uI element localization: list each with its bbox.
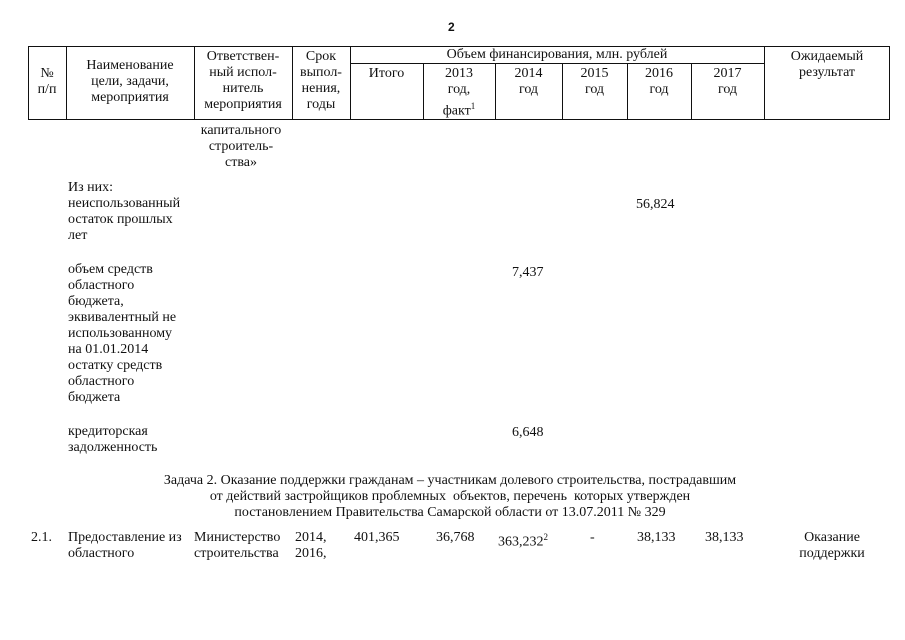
row-2-1-num: 2.1. xyxy=(31,530,52,545)
row-2-1-2017: 38,133 xyxy=(705,530,744,545)
col-2015-header: 2015 год xyxy=(580,66,609,97)
value-payables: 6,648 xyxy=(512,425,544,440)
col-num-header: № п/п xyxy=(37,66,57,97)
row-label-regional-funds: объем средств областного бюджета, эквивалентный не использованному на 01.01.2014 остатку средств областного бюджета xyxy=(68,262,177,405)
task-2-heading: Задача 2. Оказание поддержки гражданам – участникам долевого строительства, пострадавшим от действий застройщиков проблемных объектов, перечень которых утвержден постановлением Правительства Самарской области от 13.07.2011 № 329 xyxy=(163,473,737,520)
row-2-1-name: Предоставление из областного xyxy=(68,530,182,561)
table-header xyxy=(28,46,890,120)
row-2-1-2014-value: 363,232 xyxy=(498,534,544,550)
col-2013-text: 2013 год, факт xyxy=(442,66,473,119)
col-funding-header: Объем финансирования, млн. рублей xyxy=(446,47,668,62)
col-term-header: Срок выпол- нения, годы xyxy=(300,49,342,112)
row-2-1-responsible: Министерство строительства xyxy=(194,530,281,561)
row-2-1-2013: 36,768 xyxy=(436,530,475,545)
value-unused-balance: 56,824 xyxy=(636,197,675,212)
row-2-1-term: 2014, 2016, xyxy=(295,530,327,561)
row-2-1-result: Оказание поддержки xyxy=(799,530,865,561)
col-2017-header: 2017 год xyxy=(713,66,742,97)
footnote-2: 2 xyxy=(543,532,548,542)
row-label-unused-balance: Из них: неиспользованный остаток прошлых лет xyxy=(68,180,181,243)
row-2-1-2014 xyxy=(498,529,548,551)
col-2014-header: 2014 год xyxy=(514,66,543,97)
row-2-1-2015: - xyxy=(590,530,595,545)
row-label-payables: кредиторская задолженность xyxy=(68,424,158,455)
value-regional-funds: 7,437 xyxy=(512,265,544,280)
responsible-continuation: капитального строитель- ства» xyxy=(200,123,282,170)
page-number: 2 xyxy=(448,20,455,34)
footnote-1: 1 xyxy=(470,101,476,111)
col-name-header: Наименование цели, задачи, мероприятия xyxy=(86,58,174,105)
col-result-header: Ожидаемый результат xyxy=(790,49,864,80)
col-total-header: Итого xyxy=(368,66,405,81)
col-2016-header: 2016 год xyxy=(645,66,673,97)
col-2013-header xyxy=(423,66,495,120)
row-2-1-2016: 38,133 xyxy=(637,530,676,545)
row-2-1-total: 401,365 xyxy=(354,530,400,545)
col-responsible-header: Ответствен- ный испол- нитель мероприятия xyxy=(204,49,282,112)
